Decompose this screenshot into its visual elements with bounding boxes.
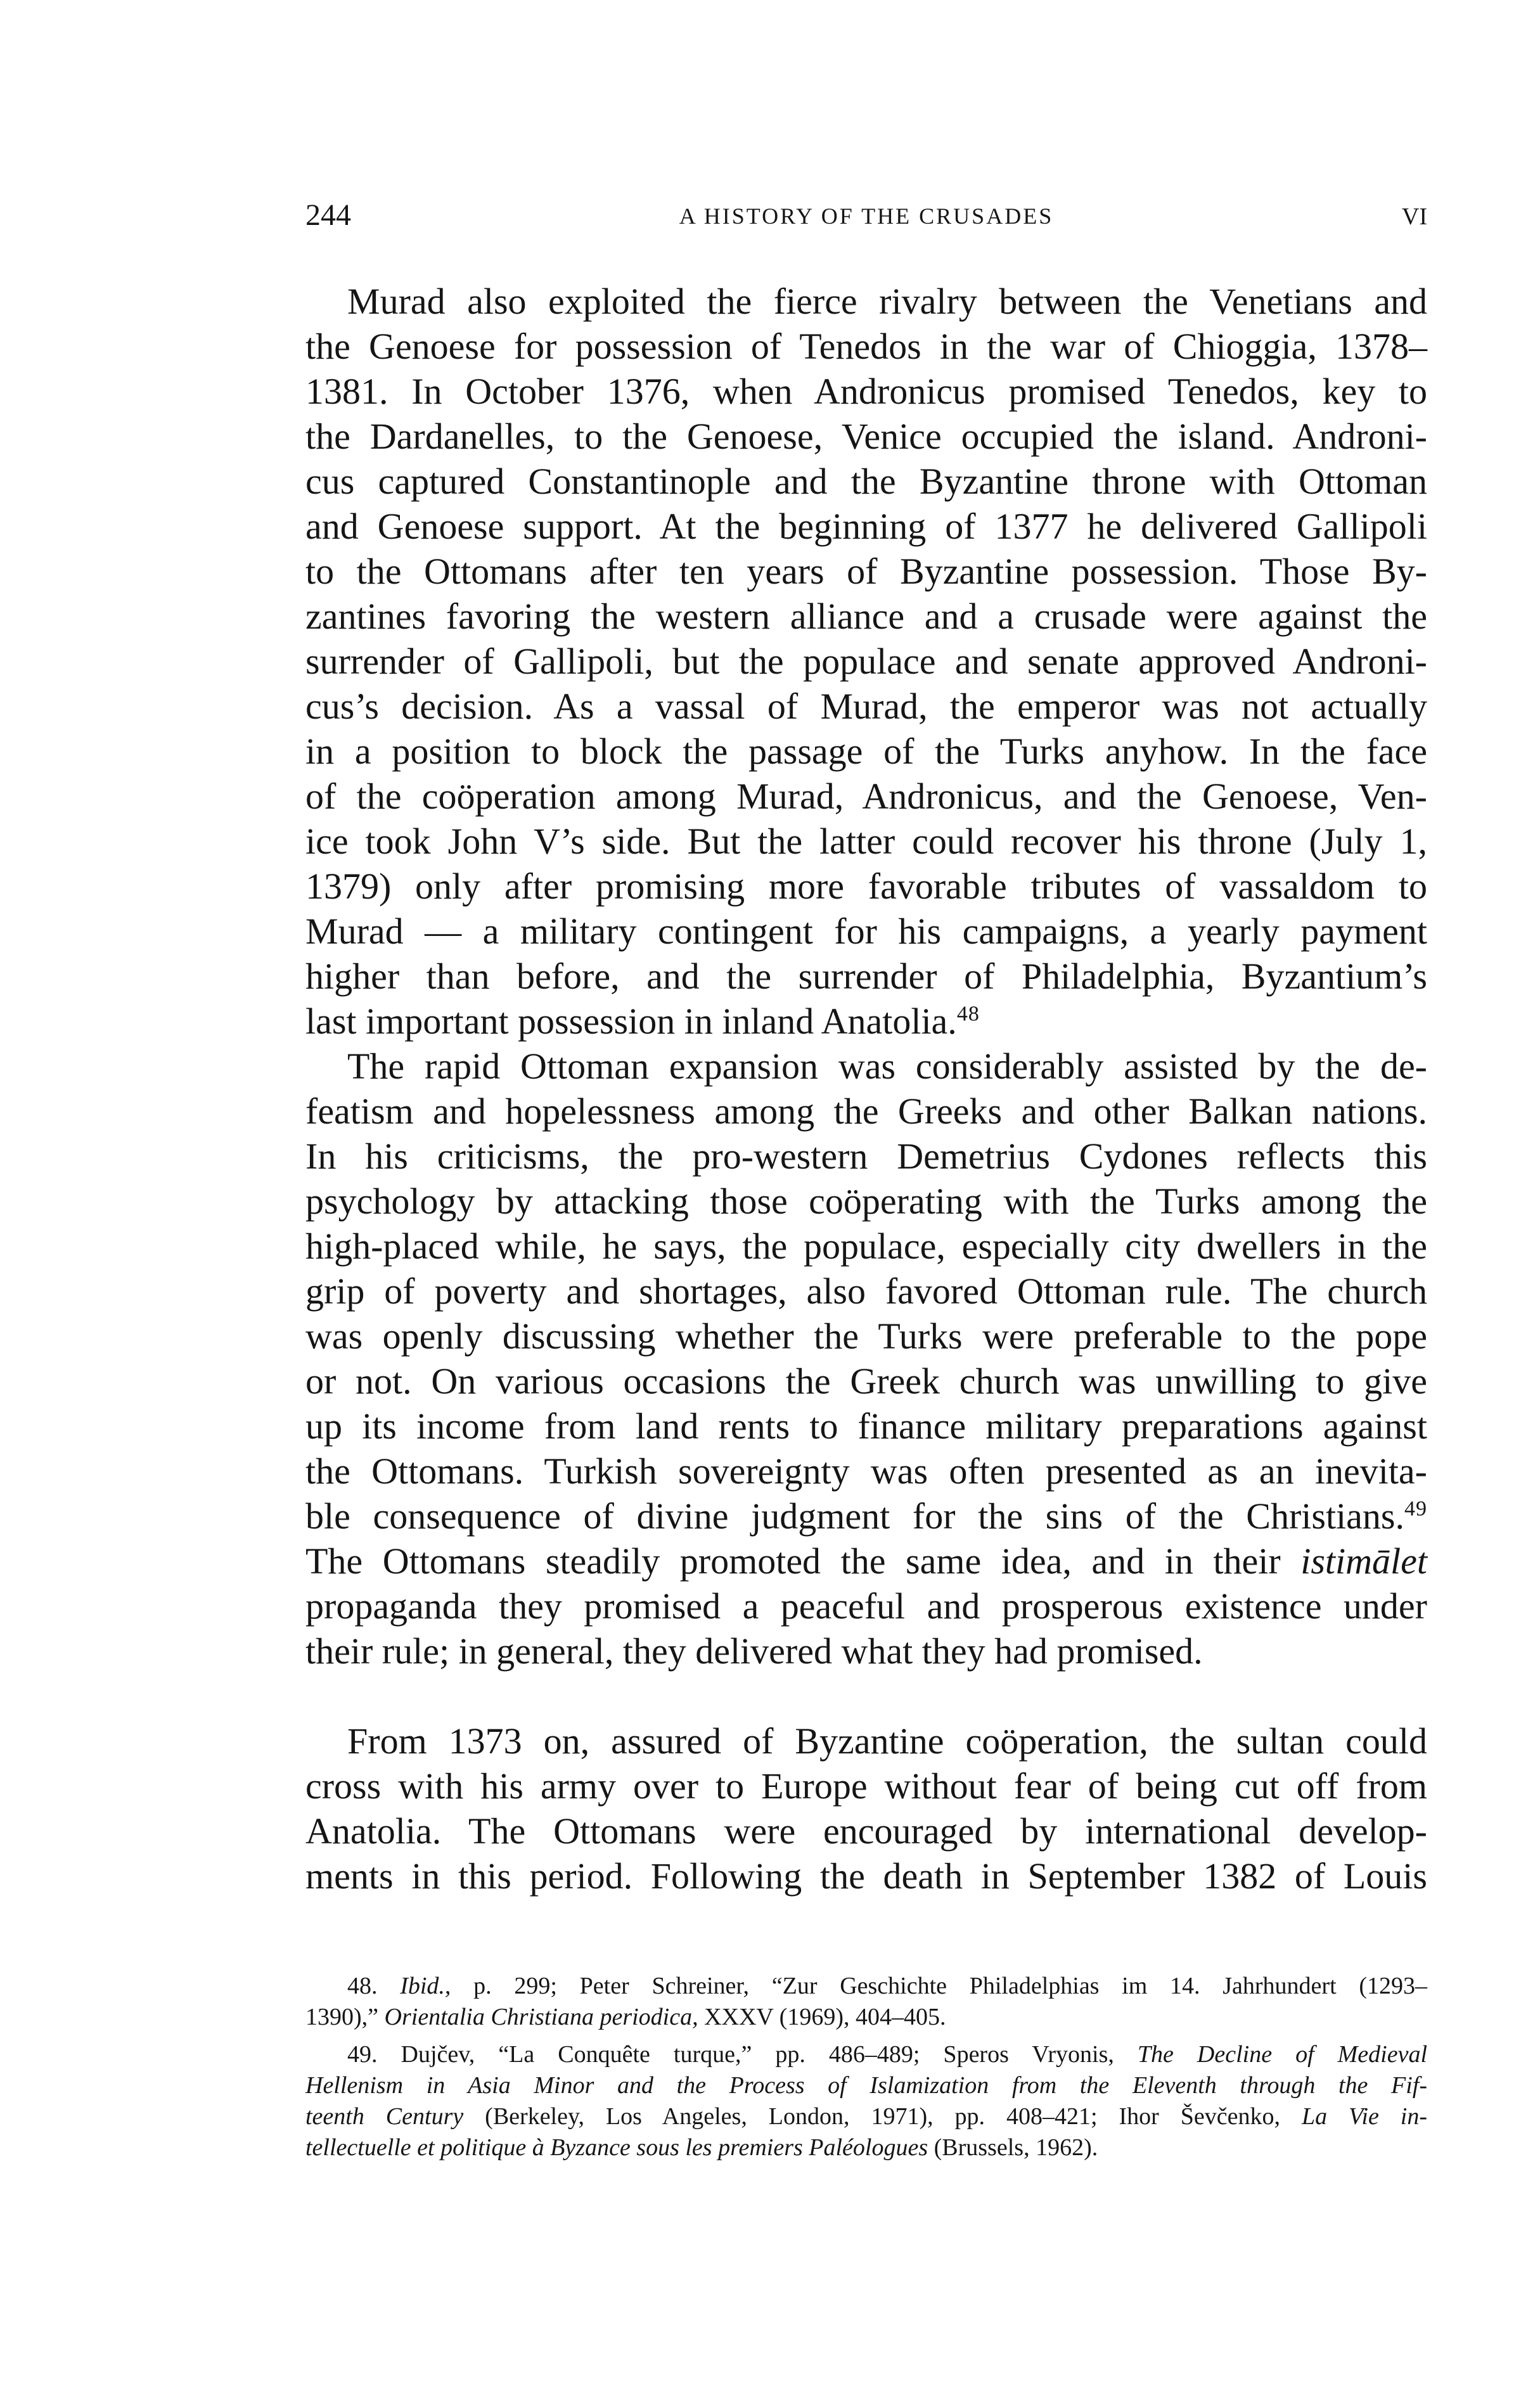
footnote-reference-49[interactable]: 49	[1404, 1497, 1427, 1521]
text-fragment: p. 299; Peter Schreiner, “Zur Geschichte Philadelphias im 14. Jahrhundert (1293–	[473, 1973, 1427, 1999]
text-line: psychology by attacking those coöperating with the Turks among the	[305, 1181, 1427, 1222]
text-line: their rule; in general, they delivered what they had promised.	[305, 1630, 1203, 1672]
footnote-line	[305, 2070, 1427, 2101]
text-line: ice took John V’s side. But the latter could recover his throne (July 1,	[305, 821, 1427, 862]
text-line: From 1373 on, assured of Byzantine coöperation, the sultan could	[347, 1720, 1427, 1762]
text-line: and Genoese support. At the beginning of 1377 he delivered Gallipoli	[305, 506, 1427, 547]
journal-title: Orientalia Christiana periodica,	[384, 2004, 698, 2030]
text-line: was openly discussing whether the Turks were preferable to the pope	[305, 1316, 1427, 1357]
footnote-number: 49.	[347, 2041, 378, 2068]
text-line: cross with his army over to Europe without fear of being cut off from	[305, 1765, 1427, 1807]
text-line: cus captured Constantinople and the Byzantine throne with Ottoman	[305, 461, 1427, 502]
text-line: or not. On various occasions the Greek church was unwilling to give	[305, 1361, 1427, 1402]
section-break	[305, 1674, 1427, 1719]
text-fragment: (Brussels, 1962).	[934, 2134, 1098, 2161]
footnote-reference-48[interactable]: 48	[956, 1002, 980, 1026]
text-line: the Genoese for possession of Tenedos in the war of Chioggia, 1378–	[305, 326, 1427, 367]
book-title-italic: The Decline of Medieval	[1137, 2041, 1428, 2068]
running-head	[305, 198, 1427, 248]
text-line: In his criticisms, the pro-western Demetrius Cydones reflects this	[305, 1136, 1427, 1177]
text-line: zantines favoring the western alliance and a crusade were against the	[305, 596, 1427, 637]
text-line: up its income from land rents to finance military preparations against	[305, 1406, 1427, 1447]
text-fragment: XXXV (1969), 404–405.	[704, 2004, 946, 2030]
text-fragment: last important possession in inland Anatolia.	[305, 1001, 957, 1042]
text-fragment: Dujčev, “La Conquête turque,” pp. 486–489; Speros Vryonis,	[401, 2041, 1114, 2068]
text-line: of the coöperation among Murad, Andronicus, and the Genoese, Ven-	[305, 776, 1427, 817]
text-line: high-placed while, he says, the populace, especially city dwellers in the	[305, 1226, 1427, 1267]
text-line	[305, 1494, 1427, 1539]
book-title-italic: La Vie in-	[1301, 2103, 1427, 2130]
text-fragment: 1390),”	[305, 2004, 379, 2030]
book-title-italic: Hellenism in Asia Minor and the Process of Islamization from the Eleventh through the Fif-	[305, 2072, 1427, 2099]
footnotes	[305, 1971, 1427, 2163]
text-line: The rapid Ottoman expansion was considerably assisted by the de-	[347, 1046, 1427, 1087]
footnote-line	[305, 2039, 1427, 2070]
text-line: Anatolia. The Ottomans were encouraged by international develop-	[305, 1810, 1427, 1852]
text-line: to the Ottomans after ten years of Byzantine possession. Those By-	[305, 551, 1427, 592]
text-line: cus’s decision. As a vassal of Murad, the emperor was not actually	[305, 686, 1427, 727]
text-line: propaganda they promised a peaceful and prosperous existence under	[305, 1585, 1427, 1627]
footnote-48	[305, 1971, 1427, 2033]
footnote-line	[305, 2101, 1427, 2132]
book-title-italic: teenth Century	[305, 2103, 464, 2130]
footnote-spacer	[305, 2033, 1427, 2039]
footnote-line	[305, 2002, 1427, 2033]
footnote-line	[305, 1971, 1427, 2002]
paragraph-1	[305, 279, 1427, 1044]
text-line: 1379) only after promising more favorable tributes of vassaldom to	[305, 866, 1427, 907]
italic-term: Ibid.,	[400, 1973, 451, 1999]
text-line: higher than before, and the surrender of Philadelphia, Byzantium’s	[305, 956, 1427, 997]
footnote-49	[305, 2039, 1427, 2163]
book-title-italic: tellectuelle et politique à Byzance sous les premiers Paléologues	[305, 2134, 928, 2161]
paragraph-3	[305, 1719, 1427, 1899]
text-fragment: ble consequence of divine judgment for the sins of the Christians.	[305, 1495, 1404, 1537]
text-fragment: The Ottomans steadily promoted the same idea, and in their	[305, 1540, 1281, 1582]
text-line: in a position to block the passage of the Turks anyhow. In the face	[305, 731, 1427, 772]
footnote-line	[305, 2132, 1427, 2163]
text-line: 1381. In October 1376, when Andronicus promised Tenedos, key to	[305, 371, 1427, 412]
text-line	[305, 1539, 1427, 1584]
text-line: Murad also exploited the fierce rivalry between the Venetians and	[347, 281, 1427, 322]
text-line: featism and hopelessness among the Greeks and other Balkan nations.	[305, 1091, 1427, 1132]
italic-term: istimālet	[1300, 1540, 1427, 1582]
text-line: ments in this period. Following the death in September 1382 of Louis	[305, 1855, 1427, 1897]
text-line: surrender of Gallipoli, but the populace and senate approved Androni-	[305, 641, 1427, 682]
text-line: the Ottomans. Turkish sovereignty was often presented as an inevita-	[305, 1451, 1427, 1492]
chapter-number: VI	[1401, 203, 1427, 230]
main-text	[305, 279, 1427, 1899]
book-title: A HISTORY OF THE CRUSADES	[679, 203, 1054, 229]
page-number: 244	[305, 198, 351, 232]
text-fragment: (Berkeley, Los Angeles, London, 1971), pp. 408–421; Ihor Ševčenko,	[485, 2103, 1280, 2130]
text-line: the Dardanelles, to the Genoese, Venice occupied the island. Androni-	[305, 416, 1427, 457]
text-line: grip of poverty and shortages, also favored Ottoman rule. The church	[305, 1271, 1427, 1312]
paragraph-2	[305, 1044, 1427, 1674]
text-line	[305, 999, 1427, 1044]
text-line: Murad — a military contingent for his campaigns, a yearly payment	[305, 911, 1427, 952]
footnote-number: 48.	[347, 1973, 378, 1999]
